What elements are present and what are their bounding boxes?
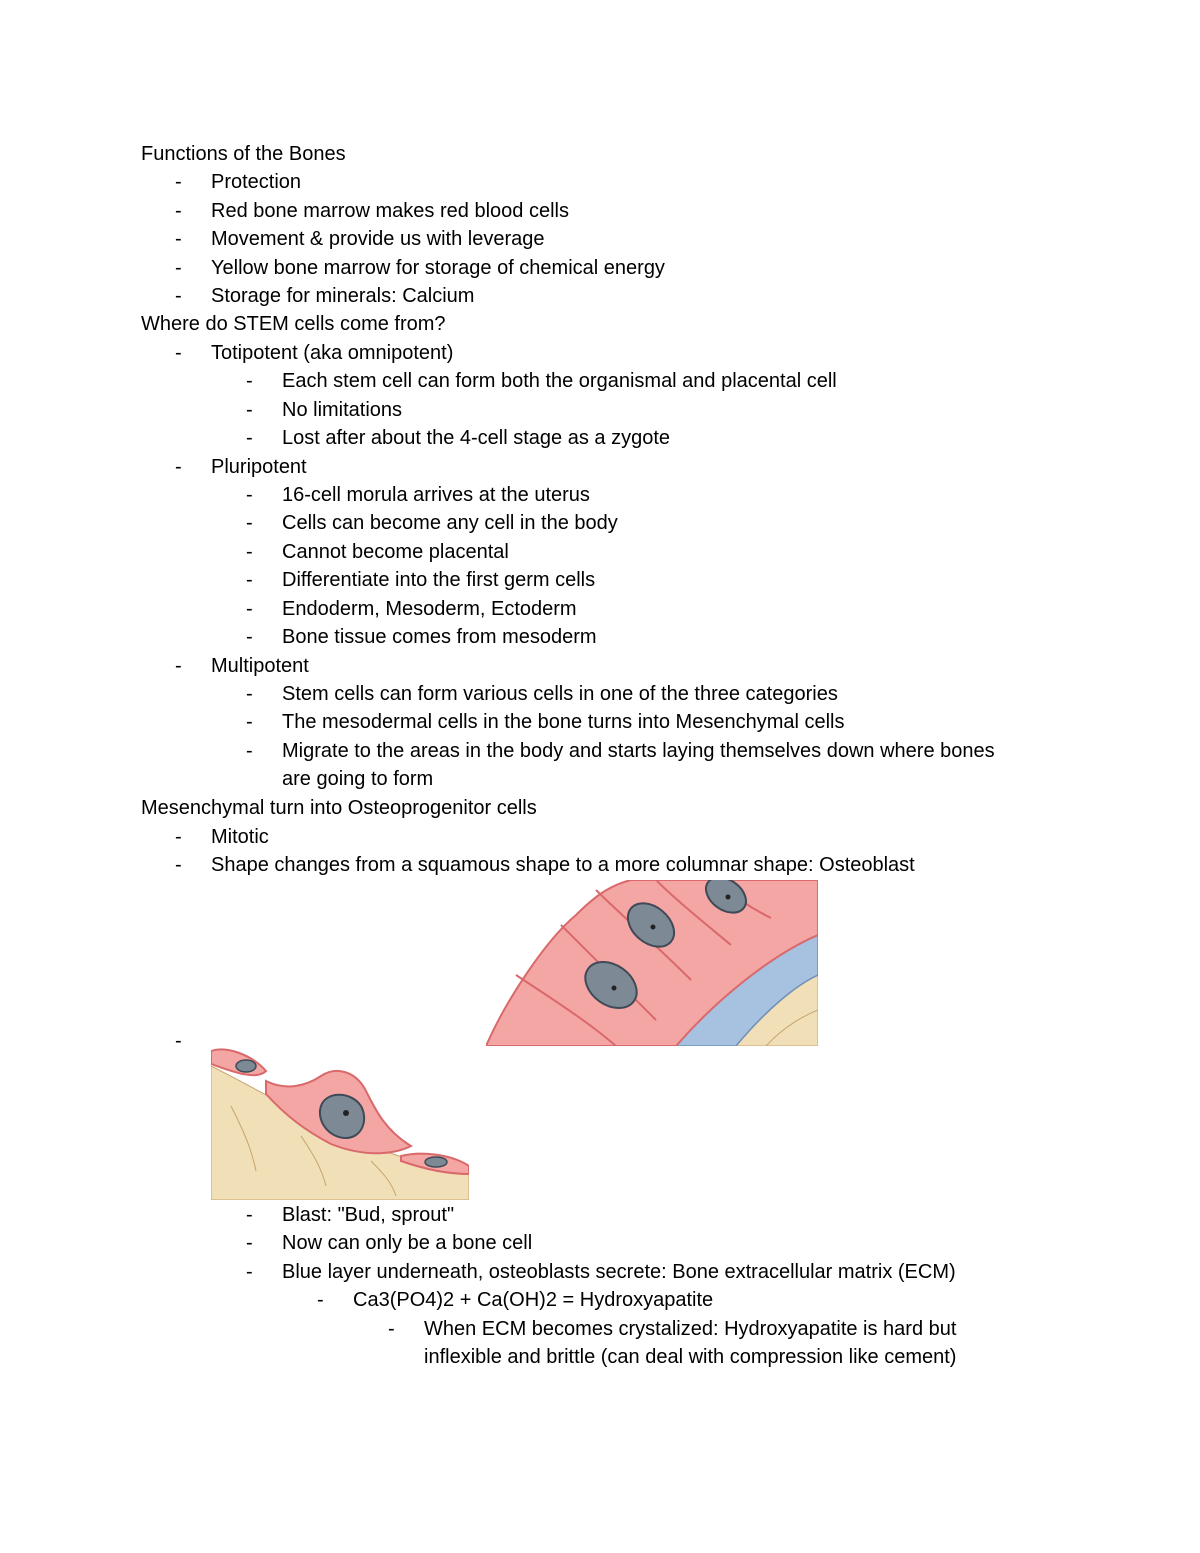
bullet-dash: - — [175, 456, 182, 478]
pluripotent-item: Differentiate into the first germ cells — [282, 569, 596, 591]
bullet-dash: - — [246, 740, 253, 762]
list-item-continuation: inflexible and brittle (can deal with compression like cement) — [424, 1346, 957, 1368]
osteoprogenitor-flat-figure — [211, 1046, 469, 1200]
bullet-dash: - — [246, 598, 253, 620]
bullet-dash: - — [175, 826, 182, 848]
function-red-marrow: Red bone marrow makes red blood cells — [211, 200, 569, 222]
pluripotent-item: Cannot become placental — [282, 541, 509, 563]
bullet-dash: - — [246, 626, 253, 648]
multipotent-label: Multipotent — [211, 655, 309, 677]
bullet-dash: - — [175, 200, 182, 222]
mesenchymal-item: Shape changes from a squamous shape to a more columnar shape: Osteoblast — [211, 854, 915, 876]
bullet-dash: - — [175, 655, 182, 677]
pluripotent-item: Cells can become any cell in the body — [282, 512, 618, 534]
osteoblast-item: Blue layer underneath, osteoblasts secrete: Bone extracellular matrix (ECM) — [282, 1261, 956, 1283]
bullet-dash: - — [175, 342, 182, 364]
bullet-dash: - — [246, 1232, 253, 1254]
bullet-dash: - — [246, 683, 253, 705]
multipotent-item: Migrate to the areas in the body and starts laying themselves down where bones — [282, 740, 995, 762]
heading-functions: Functions of the Bones — [141, 143, 346, 165]
bullet-dash: - — [246, 569, 253, 591]
totipotent-item: Each stem cell can form both the organismal and placental cell — [282, 370, 837, 392]
bullet-dash: - — [175, 228, 182, 250]
bullet-dash: - — [175, 285, 182, 307]
osteoblast-item: Blast: "Bud, sprout" — [282, 1204, 455, 1226]
bullet-dash: - — [246, 1204, 253, 1226]
formula-text: Ca3(PO4)2 + Ca(OH)2 = Hydroxyapatite — [353, 1289, 714, 1311]
bullet-dash: - — [317, 1289, 324, 1311]
bullet-dash: - — [175, 854, 182, 876]
bullet-dash: - — [246, 484, 253, 506]
list-item-continuation: are going to form — [282, 768, 434, 790]
function-yellow-marrow: Yellow bone marrow for storage of chemical energy — [211, 257, 665, 279]
totipotent-item: No limitations — [282, 399, 403, 421]
bullet-dash: - — [246, 370, 253, 392]
osteoblast-item: Now can only be a bone cell — [282, 1232, 533, 1254]
function-movement: Movement & provide us with leverage — [211, 228, 545, 250]
bullet-dash: - — [175, 257, 182, 279]
pluripotent-label: Pluripotent — [211, 456, 307, 478]
bullet-dash: - — [175, 171, 182, 193]
pluripotent-item: 16-cell morula arrives at the uterus — [282, 484, 590, 506]
pluripotent-item: Endoderm, Mesoderm, Ectoderm — [282, 598, 577, 620]
bullet-dash: - — [246, 541, 253, 563]
totipotent-item: Lost after about the 4-cell stage as a zygote — [282, 427, 671, 449]
function-minerals: Storage for minerals: Calcium — [211, 285, 475, 307]
osteoblast-columnar-figure — [486, 880, 818, 1046]
bullet-dash: - — [246, 399, 253, 421]
bullet-dash: - — [246, 512, 253, 534]
heading-stem: Where do STEM cells come from? — [141, 313, 446, 335]
function-protection: Protection — [211, 171, 302, 193]
heading-mesenchymal: Mesenchymal turn into Osteoprogenitor cells — [141, 797, 537, 819]
bullet-dash: - — [246, 427, 253, 449]
bullet-dash: - — [246, 711, 253, 733]
bullet-dash: - — [388, 1318, 395, 1340]
totipotent-label: Totipotent (aka omnipotent) — [211, 342, 454, 364]
multipotent-item: The mesodermal cells in the bone turns into Mesenchymal cells — [282, 711, 845, 733]
pluripotent-item: Bone tissue comes from mesoderm — [282, 626, 597, 648]
bullet-dash: - — [246, 1261, 253, 1283]
mesenchymal-item: Mitotic — [211, 826, 269, 848]
multipotent-item: Stem cells can form various cells in one of the three categories — [282, 683, 838, 705]
ecm-note: When ECM becomes crystalized: Hydroxyapatite is hard but — [424, 1318, 957, 1340]
bullet-dash: - — [175, 1030, 182, 1052]
